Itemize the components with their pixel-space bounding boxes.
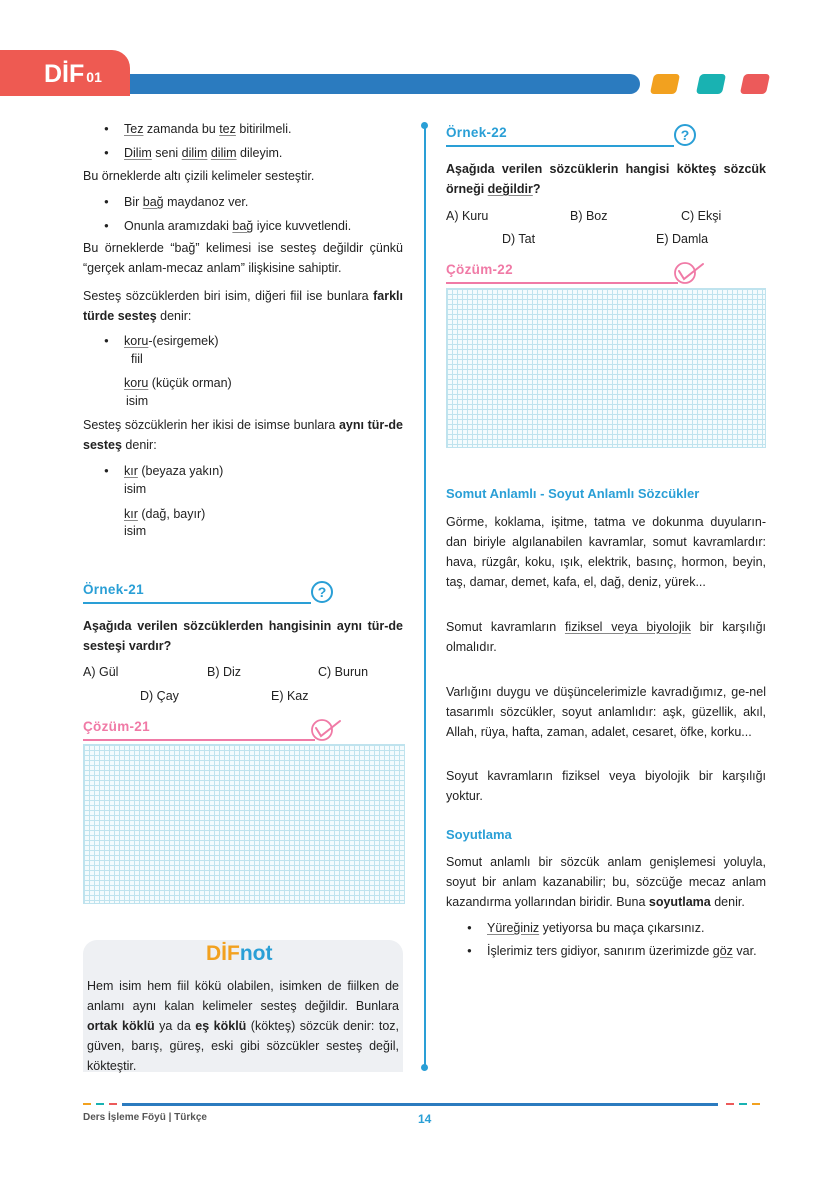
question-icon: [673, 123, 697, 147]
para-ayni-turde: Sesteş sözcüklerin her ikisi de isimse bunlara aynı tür-de sesteş denir:: [83, 418, 403, 452]
check-icon: [673, 261, 707, 285]
option-22-b: B) Boz: [570, 209, 608, 223]
header-accent-orange: [650, 74, 680, 94]
question-22: Aşağıda verilen sözcüklerin hangisi kökteş sözcük örneği değildir?: [446, 162, 766, 196]
ornek-21-underline: [83, 602, 311, 604]
cozum-21-grid[interactable]: [83, 744, 405, 904]
column-divider: [424, 125, 426, 1067]
footer-dash-red-right: [726, 1103, 734, 1105]
footer-line: [122, 1103, 718, 1106]
para-soyut: Varlığını duygu ve düşüncelerimizle kavradığımız, ge-nel tasarımlı sözcükler, soyut anlamlıdır: aşk, güzellik, akıl, Allah, rüya, hafta, zaman, adalet, cesaret, öfke, korku...: [446, 685, 766, 739]
para-sestes-note: Bu örneklerde altı çizili kelimeler sesteştir.: [83, 169, 315, 183]
example-koru-fiil-type: fiil: [131, 352, 143, 366]
option-21-a: A) Gül: [83, 665, 119, 679]
cozum-22-title: Çözüm-22: [446, 262, 513, 277]
header-blue-band: [110, 74, 640, 94]
option-21-d: D) Çay: [140, 689, 179, 703]
bullet-goz: ● İşlerimiz ters gidiyor, sanırım üzerimizde göz var.: [487, 941, 766, 961]
option-22-d: D) Tat: [502, 232, 536, 246]
footer-dash-orange: [83, 1103, 91, 1105]
ornek-22-underline: [446, 145, 674, 147]
cozum-22-underline: [446, 282, 678, 284]
bullet-bag-1: ● Bir bağ maydanoz ver.: [124, 192, 248, 212]
example-koru-isim-type: isim: [126, 394, 149, 408]
example-kir-2: kır (dağ, bayır): [124, 507, 206, 521]
footer-dash-teal-right: [739, 1103, 747, 1105]
page-number: 14: [418, 1112, 432, 1126]
cozum-21-title: Çözüm-21: [83, 719, 150, 734]
para-somut: Görme, koklama, işitme, tatma ve dokunma duyuların-dan biriyle algılanabilen kavramlar, somut kavramlardır: hava, rüzgâr, koku, ışık, elektrik, basınç, hormon, beyin, taş, damar, demet, kafa, el, dağ, deniz, yürek...: [446, 515, 766, 589]
bullet-bag-2: ● Onunla aramızdaki bağ iyice kuvvetlendi.: [124, 216, 351, 236]
header-accent-teal: [696, 74, 726, 94]
svg-text:?: ?: [680, 127, 690, 143]
logo-text: DİF: [44, 60, 85, 88]
example-kir-1: ● kır (beyaza yakın): [124, 461, 223, 481]
difnot-logo: DİFnot: [206, 942, 273, 965]
footer-dash-red: [109, 1103, 117, 1105]
heading-somut-soyut: Somut Anlamlı - Soyut Anlamlı Sözcükler: [446, 486, 700, 501]
footer-title: Ders İşleme Föyü | Türkçe: [83, 1112, 207, 1123]
para-somut-karsilik: Somut kavramların fiziksel veya biyolojik bir karşılığı olmalıdır.: [446, 620, 766, 654]
header-accent-red: [740, 74, 770, 94]
example-kir-2-type: isim: [124, 524, 147, 538]
footer-dash-orange-right: [752, 1103, 760, 1105]
option-21-e: E) Kaz: [271, 689, 309, 703]
example-koru-fiil: ● koru-(esirgemek): [124, 331, 218, 351]
cozum-21-underline: [83, 739, 315, 741]
option-21-c: C) Burun: [318, 665, 369, 679]
check-icon: [310, 718, 344, 742]
para-soyut-karsilik: Soyut kavramların fiziksel veya biyolojik bir karşılığı yoktur.: [446, 769, 766, 803]
ornek-21-title: Örnek-21: [83, 582, 144, 597]
bullet-yureginiz: ● Yüreğiniz yetiyorsa bu maça çıkarsınız.: [487, 918, 704, 938]
para-farkli-turde: Sesteş sözcüklerden biri isim, diğeri fiil ise bunlara farklı türde sesteş denir:: [83, 289, 403, 323]
header-logo: [44, 60, 102, 89]
bullet-tez: ● Tez zamanda bu tez bitirilmeli.: [124, 119, 291, 139]
para-soyutlama: Somut anlamlı bir sözcük anlam genişlemesi yoluyla, soyut bir anlam kazanabilir; bu, sözcüğe mecaz anlam kazandırma yollarından biridir. Buna soyutlama denir.: [446, 855, 766, 909]
divider-dot-bottom: [421, 1064, 428, 1071]
svg-text:?: ?: [317, 584, 327, 600]
ornek-22-title: Örnek-22: [446, 125, 507, 140]
option-22-c: C) Ekşi: [681, 209, 722, 223]
logo-number: 01: [86, 69, 102, 85]
footer-dash-teal: [96, 1103, 104, 1105]
divider-dot-top: [421, 122, 428, 129]
example-kir-1-type: isim: [124, 482, 147, 496]
option-21-b: B) Diz: [207, 665, 242, 679]
option-22-a: A) Kuru: [446, 209, 489, 223]
question-21: Aşağıda verilen sözcüklerden hangisinin aynı tür-de sesteşi vardır?: [83, 619, 403, 653]
cozum-22-grid[interactable]: [446, 288, 766, 448]
example-koru-isim: koru (küçük orman): [124, 376, 232, 390]
question-icon: [310, 580, 334, 604]
option-22-e: E) Damla: [656, 232, 709, 246]
bullet-dilim: ● Dilim seni dilim dilim dileyim.: [124, 143, 282, 163]
heading-soyutlama: Soyutlama: [446, 827, 512, 842]
para-bag-note: Bu örneklerde “bağ” kelimesi ise sesteş değildir çünkü “gerçek anlam-mecaz anlam” ilişkisine sahiptir.: [83, 241, 403, 275]
difnot-text: Hem isim hem fiil kökü olabilen, isimken de fiilken de anlamı aynı kalan kelimeler sesteş değildir. Bunlara ortak köklü ya da eş köklü (kökteş) sözcük denir: toz, güven, barış, güreş, eski gibi sözcükler sesteş değil, kökteştir.: [87, 979, 400, 1073]
